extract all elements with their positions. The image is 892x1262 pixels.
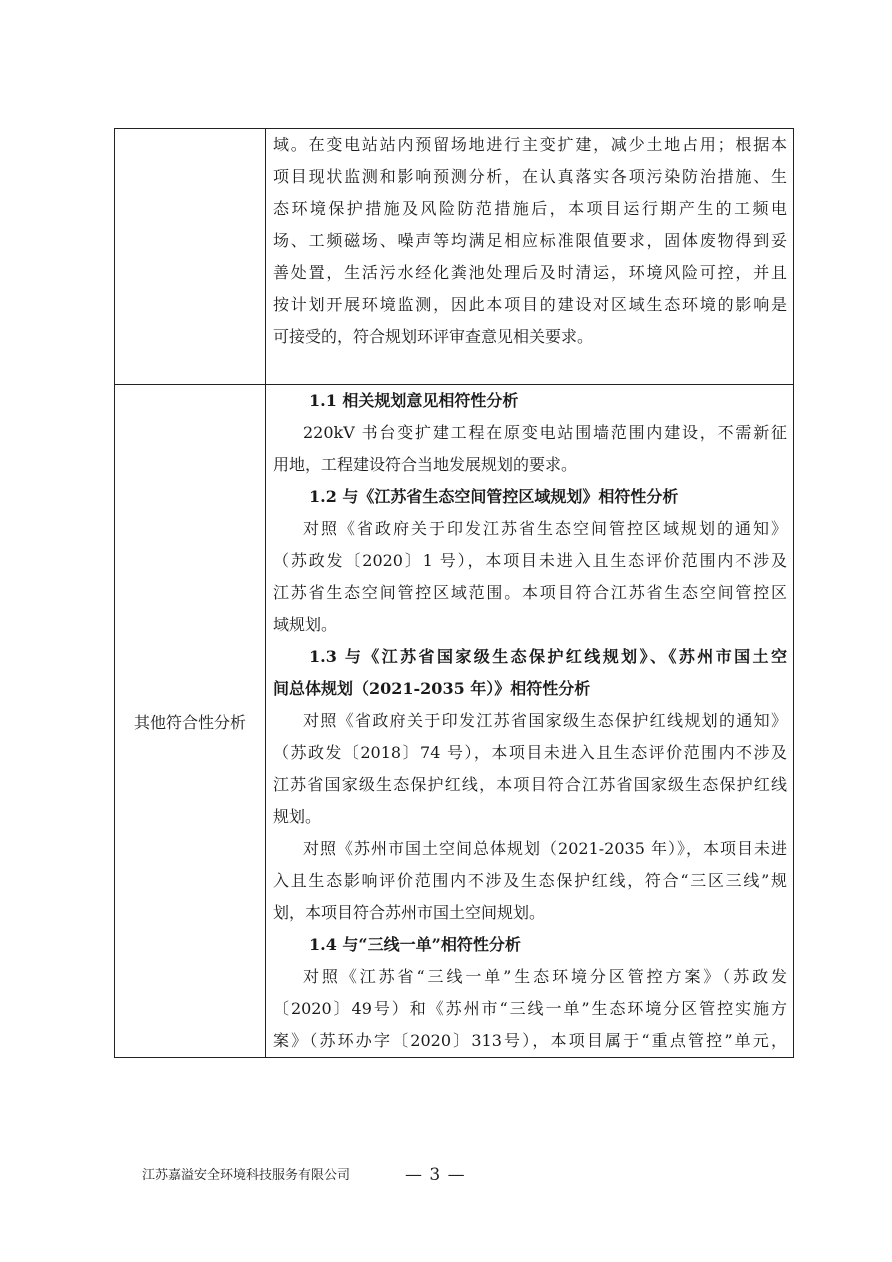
section-heading-1-4: 1.4 与“三线一单”相符性分析 — [309, 935, 521, 954]
page-number: — 3 — — [405, 1165, 466, 1185]
paragraph-line: 规划。 — [273, 807, 322, 826]
paragraph-line: 按计划开展环境监测，因此本项目的建设对区域生态环境的影响是 — [273, 295, 787, 314]
row1-content-cell — [266, 129, 794, 385]
paragraph-line: 域规划。 — [273, 615, 338, 634]
paragraph-line: 域。在变电站站内预留场地进行主变扩建，减少土地占用；根据本 — [273, 135, 787, 154]
paragraph-line: 场、工频磁场、噪声等均满足相应标准限值要求，固体废物得到妥 — [273, 231, 787, 250]
paragraph-line: 对照《苏州市国土空间总体规划（2021-2035 年）》，本项目未进 — [303, 839, 787, 858]
paragraph-line: 江苏省生态空间管控区域范围。本项目符合江苏省生态空间管控区 — [273, 583, 787, 602]
section-heading-1-2: 1.2 与《江苏省生态空间管控区域规划》相符性分析 — [309, 487, 679, 506]
table-row-continued — [115, 129, 794, 385]
paragraph-line: 可接受的，符合规划环评审查意见相关要求。 — [273, 327, 594, 346]
section-heading-1-3: 1.3 与《江苏省国家级生态保护红线规划》、《苏州市国土空 — [309, 647, 787, 666]
paragraph-line: 江苏省国家级生态保护红线，本项目符合江苏省国家级生态保护红线 — [273, 775, 787, 794]
paragraph-line: 案》（苏环办字〔2020〕313号），本项目属于“重点管控”单元， — [273, 1031, 787, 1050]
paragraph-line: （苏政发〔2018〕74 号），本项目未进入且生态评价范围内不涉及 — [273, 743, 787, 762]
paragraph-line: 对照《省政府关于印发江苏省生态空间管控区域规划的通知》 — [303, 519, 787, 538]
table-row-other-compliance — [115, 385, 794, 1058]
section-heading-1-1: 1.1 相关规划意见相符性分析 — [309, 391, 519, 410]
paragraph-line: 态环境保护措施及风险防范措施后，本项目运行期产生的工频电 — [273, 199, 787, 218]
footer-company-name: 江苏嘉溢安全环境科技服务有限公司 — [142, 1168, 351, 1183]
paragraph-line: 对照《江苏省“三线一单”生态环境分区管控方案》（苏政发 — [303, 967, 787, 986]
paragraph-line: 用地，工程建设符合当地发展规划的要求。 — [273, 455, 578, 474]
paragraph-line: 项目现状监测和影响预测分析，在认真落实各项污染防治措施、生 — [273, 167, 787, 186]
main-table — [114, 128, 794, 1058]
row2-content-cell — [266, 385, 794, 1058]
row1-label-cell — [115, 129, 266, 385]
paragraph-line: 入且生态影响评价范围内不涉及生态保护红线，符合“三区三线”规 — [273, 871, 787, 890]
paragraph-line: 〔2020〕49号）和《苏州市“三线一单”生态环境分区管控实施方 — [273, 999, 787, 1018]
paragraph-line: 220kV 书台变扩建工程在原变电站围墙范围内建设，不需新征 — [303, 423, 787, 442]
paragraph-line: （苏政发〔2020〕1 号），本项目未进入且生态评价范围内不涉及 — [273, 551, 787, 570]
row-label-other-compliance: 其他符合性分析 — [115, 385, 266, 1058]
paragraph-line: 善处置，生活污水经化粪池处理后及时清运，环境风险可控，并且 — [273, 263, 787, 282]
paragraph-line: 对照《省政府关于印发江苏省国家级生态保护红线规划的通知》 — [303, 711, 787, 730]
section-heading-1-3-cont: 间总体规划（2021-2035 年）》相符性分析 — [273, 679, 591, 698]
paragraph-line: 划，本项目符合苏州市国土空间规划。 — [273, 903, 546, 922]
